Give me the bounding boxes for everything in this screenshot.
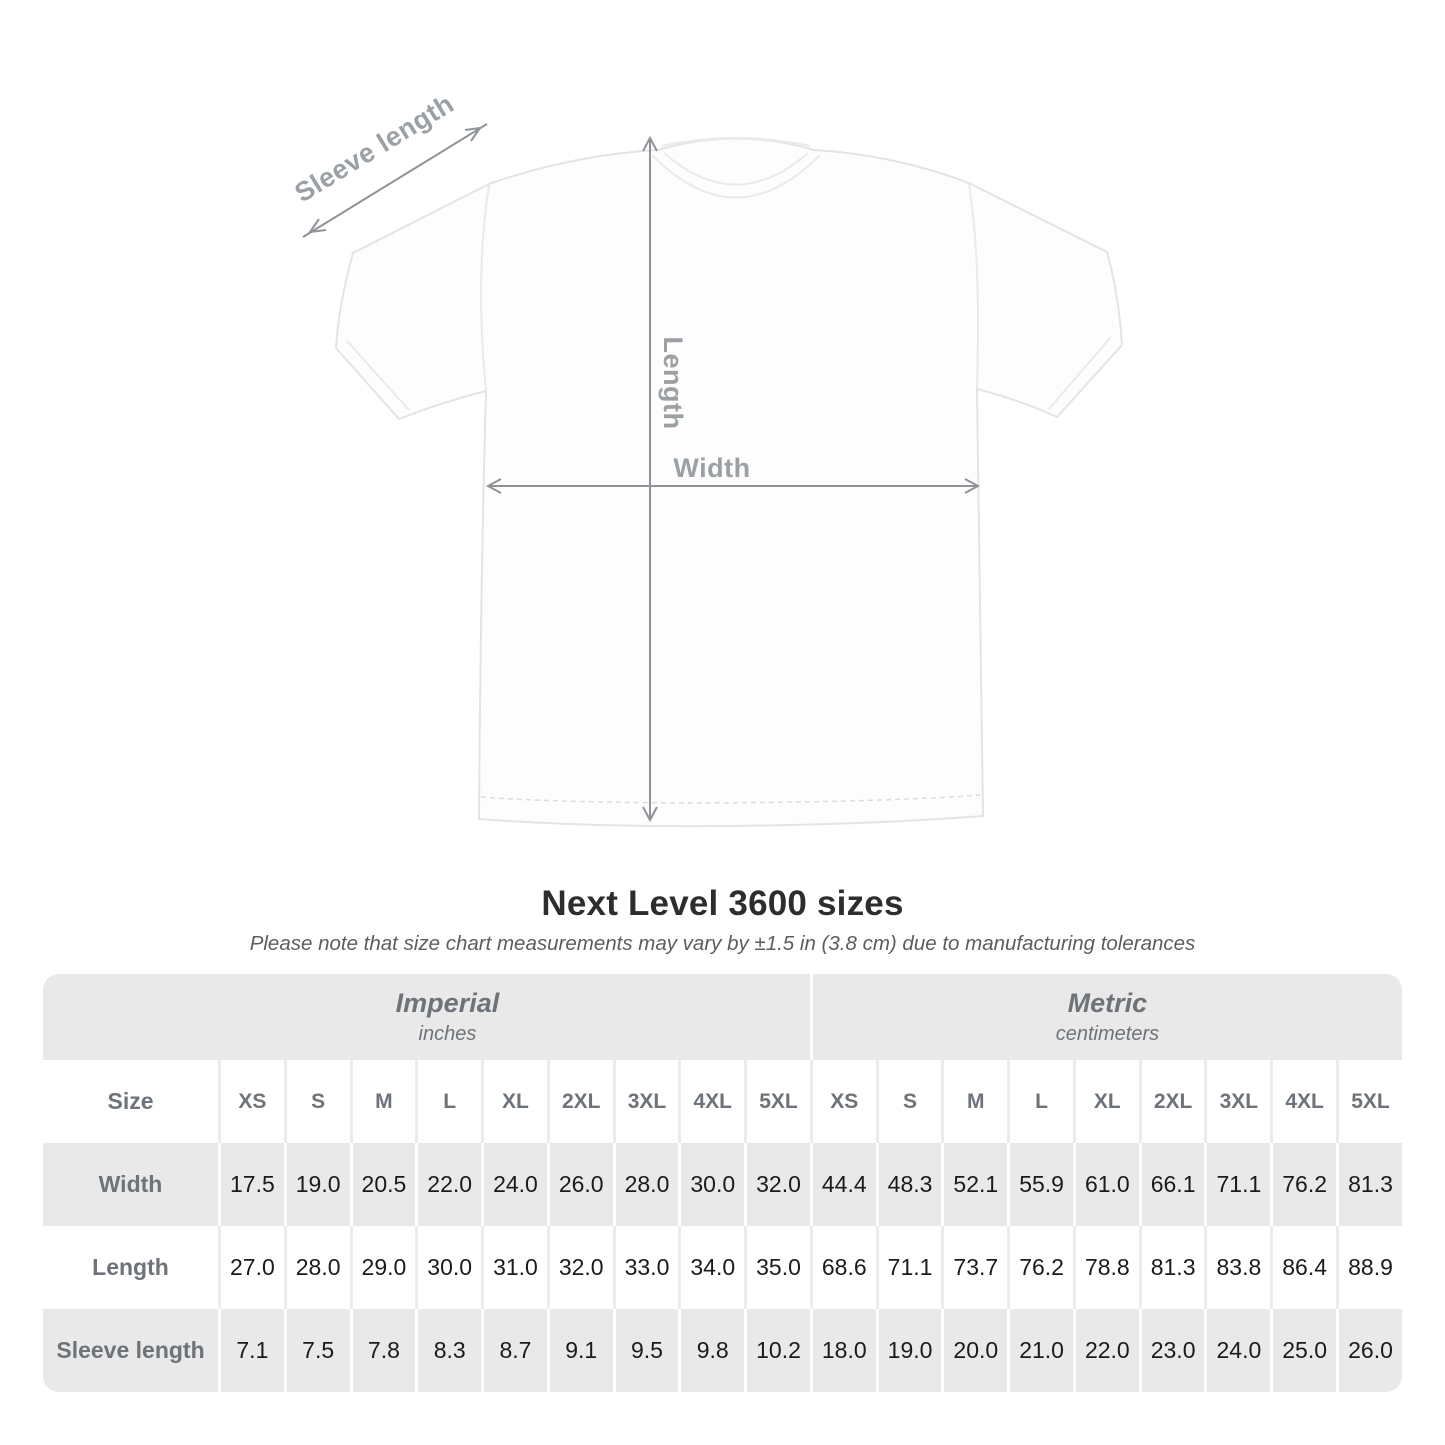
measurement-value: 78.8: [1073, 1226, 1139, 1309]
measurement-value: 35.0: [744, 1226, 810, 1309]
size-code: L: [1007, 1060, 1073, 1143]
row-label-length: Length: [92, 1254, 169, 1280]
measurement-value: 34.0: [678, 1226, 744, 1309]
measurement-value: 29.0: [350, 1226, 416, 1309]
measurement-value: 9.1: [547, 1309, 613, 1392]
measurement-value: 7.1: [218, 1309, 284, 1392]
size-code: 2XL: [547, 1060, 613, 1143]
measurement-value: 71.1: [876, 1226, 942, 1309]
size-code: L: [415, 1060, 481, 1143]
row-label-width: Width: [98, 1171, 163, 1197]
page-title: Next Level 3600 sizes: [541, 884, 904, 923]
imperial-label: Imperial: [395, 988, 500, 1019]
measurement-value: 73.7: [941, 1226, 1007, 1309]
size-table: [43, 974, 1402, 1392]
imperial-unit: inches: [418, 1022, 477, 1045]
imperial-group-header: [43, 974, 810, 1060]
measurement-value: 22.0: [1073, 1309, 1139, 1392]
size-code: XS: [218, 1060, 284, 1143]
size-code: 3XL: [1204, 1060, 1270, 1143]
measurement-value: 33.0: [613, 1226, 679, 1309]
measurement-value: 24.0: [1204, 1309, 1270, 1392]
measurement-value: 23.0: [1139, 1309, 1205, 1392]
size-code: S: [876, 1060, 942, 1143]
measurement-value: 30.0: [678, 1143, 744, 1226]
sizes-header-row: [43, 1060, 1402, 1143]
measurement-value: 28.0: [284, 1226, 350, 1309]
measurement-value: 52.1: [941, 1143, 1007, 1226]
size-code: S: [284, 1060, 350, 1143]
size-code: 4XL: [678, 1060, 744, 1143]
measurement-value: 8.7: [481, 1309, 547, 1392]
measurement-value: 30.0: [415, 1226, 481, 1309]
size-column-header: Size: [107, 1088, 154, 1114]
measurement-value: 81.3: [1336, 1143, 1402, 1226]
size-code: M: [941, 1060, 1007, 1143]
measurement-value: 31.0: [481, 1226, 547, 1309]
measurement-value: 86.4: [1270, 1226, 1336, 1309]
measurement-value: 26.0: [1336, 1309, 1402, 1392]
measurement-value: 44.4: [810, 1143, 876, 1226]
metric-label: Metric: [1067, 988, 1148, 1019]
measurement-value: 76.2: [1007, 1226, 1073, 1309]
measurement-value: 76.2: [1270, 1143, 1336, 1226]
table-row-sleeve-length: [43, 1309, 1402, 1392]
measurement-value: 55.9: [1007, 1143, 1073, 1226]
measurement-value: 24.0: [481, 1143, 547, 1226]
table-row-width: [43, 1143, 1402, 1226]
measurement-value: 18.0: [810, 1309, 876, 1392]
sleeve-length-label: Sleeve length: [289, 88, 460, 209]
measurement-value: 27.0: [218, 1226, 284, 1309]
measurement-value: 10.2: [744, 1309, 810, 1392]
width-label: Width: [673, 453, 751, 483]
size-code: XS: [810, 1060, 876, 1143]
metric-group-header: [810, 974, 1402, 1060]
measurement-value: 66.1: [1139, 1143, 1205, 1226]
size-code: 5XL: [1336, 1060, 1402, 1143]
measurement-value: 20.0: [941, 1309, 1007, 1392]
length-label: Length: [658, 336, 688, 430]
size-code: 2XL: [1139, 1060, 1205, 1143]
measurement-value: 61.0: [1073, 1143, 1139, 1226]
measurement-value: 81.3: [1139, 1226, 1205, 1309]
unit-band-row: [43, 974, 1402, 1060]
measurement-value: 17.5: [218, 1143, 284, 1226]
size-code: 3XL: [613, 1060, 679, 1143]
size-code: XL: [481, 1060, 547, 1143]
measurement-value: 68.6: [810, 1226, 876, 1309]
measurement-value: 71.1: [1204, 1143, 1270, 1226]
size-code: 5XL: [744, 1060, 810, 1143]
measurement-value: 19.0: [876, 1309, 942, 1392]
measurement-value: 19.0: [284, 1143, 350, 1226]
size-code: 4XL: [1270, 1060, 1336, 1143]
measurement-value: 26.0: [547, 1143, 613, 1226]
measurement-value: 83.8: [1204, 1226, 1270, 1309]
metric-unit: centimeters: [1055, 1022, 1160, 1045]
measurement-value: 8.3: [415, 1309, 481, 1392]
table-row-length: [43, 1226, 1402, 1309]
measurement-value: 28.0: [613, 1143, 679, 1226]
measurement-value: 21.0: [1007, 1309, 1073, 1392]
row-label-sleeve-length: Sleeve length: [56, 1337, 205, 1363]
measurement-value: 32.0: [744, 1143, 810, 1226]
measurement-value: 20.5: [350, 1143, 416, 1226]
measurement-value: 25.0: [1270, 1309, 1336, 1392]
measurement-value: 7.8: [350, 1309, 416, 1392]
measurement-value: 32.0: [547, 1226, 613, 1309]
size-code: XL: [1073, 1060, 1139, 1143]
tolerance-note: Please note that size chart measurements may vary by ±1.5 in (3.8 cm) due to manufacturing tolerances: [249, 932, 1196, 955]
measurement-value: 9.8: [678, 1309, 744, 1392]
measurement-value: 22.0: [415, 1143, 481, 1226]
measurement-value: 48.3: [876, 1143, 942, 1226]
measurement-value: 7.5: [284, 1309, 350, 1392]
size-code: M: [350, 1060, 416, 1143]
measurement-value: 88.9: [1336, 1226, 1402, 1309]
measurement-value: 9.5: [613, 1309, 679, 1392]
